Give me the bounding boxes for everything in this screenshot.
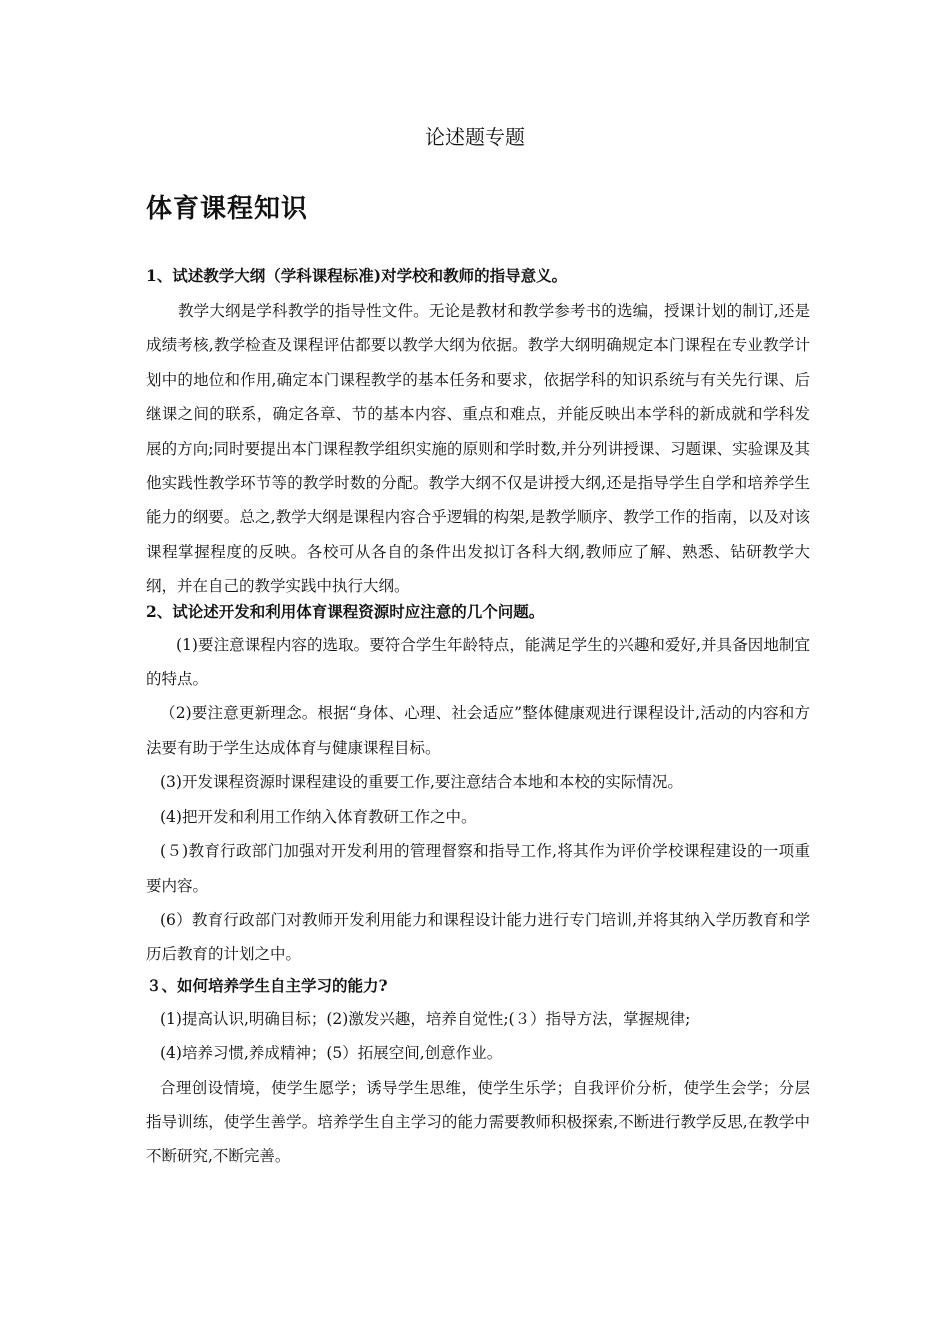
answer-paragraph: (3)开发课程资源时课程建设的重要工作,要注意结合本地和本校的实际情况。 — [160, 773, 683, 792]
answer-paragraph: (1)要注意课程内容的选取。要符合学生年龄特点，能满足学生的兴趣和爱好,并具备因地制宜的特点。 — [146, 635, 810, 689]
question-heading: 2、试论述开发和利用体育课程资源时应注意的几个问题。 — [146, 601, 545, 621]
answer-paragraph: (５)教育行政部门加强对开发利用的管理督察和指导工作,将其作为评价学校课程建设的一项重要内容。 — [146, 842, 810, 895]
answer-paragraph: (4)把开发和利用工作纳入体育教研工作之中。 — [160, 807, 477, 826]
question-heading: 1、试述教学大纲（学科课程标准)对学校和教师的指导意义。 — [146, 266, 568, 285]
answer-paragraph: 教学大纲是学科教学的指导性文件。无论是教材和教学参考书的选编，授课计划的制订,还是成绩考核,教学检查及课程评估都要以教学大纲为依据。教学大纲明确规定本门课程在专业教学计划中的地位和作用,确定本门课程教学的基本任务和要求，依据学科的知识系统与有关先行课、后继课之间的联系，确定各章、节的基本内容、重点和难点，并能反映出本学科的新成就和学科发展的方向;同时要提出本门课程教学组织实施的原则和学时数,并分列讲授课、习题课、实验课及其他实践性教学环节等的教学时数的分配。教学大纲不仅是讲授大纲,还是指导学生自学和培养学生能力的纲要。总之,教学大纲是课程内容合乎逻辑的构架,是教学顺序、教学工作的指南，以及对该课程掌握程度的反映。各校可从各自的条件出发拟订各科大纲,教师应了解、熟悉、钻研教学大纲，并在自己的教学实践中执行大纲。 — [146, 302, 810, 596]
section-heading: 体育课程知识 — [146, 194, 309, 224]
answer-paragraph: （2)要注意更新理念。根据“身体、心理、社会适应”整体健康观进行课程设计,活动的内容和方法要有助于学生达成体育与健康课程目标。 — [146, 704, 810, 757]
question-heading: ３、如何培养学生自主学习的能力? — [146, 975, 388, 995]
answer-paragraph: 合理创设情境，使学生愿学；诱导学生思维，使学生乐学；自我评价分析，使学生会学；分层指导训练，使学生善学。培养学生自主学习的能力需要教师积极探索,不断进行教学反思,在教学中不断研究,不断完善。 — [146, 1078, 810, 1166]
answer-paragraph: (6）教育行政部门对教师开发利用能力和课程设计能力进行专门培训,并将其纳入学历教育和学历后教育的计划之中。 — [146, 910, 810, 964]
document-body — [146, 262, 810, 1174]
document-title: 论述题专题 — [425, 125, 525, 149]
answer-paragraph: (4)培养习惯,养成精神；(5）拓展空间,创意作业。 — [160, 1044, 503, 1063]
answer-paragraph: (1)提高认识,明确目标；(2)激发兴趣，培养自觉性;(３）指导方法，掌握规律; — [160, 1009, 691, 1028]
